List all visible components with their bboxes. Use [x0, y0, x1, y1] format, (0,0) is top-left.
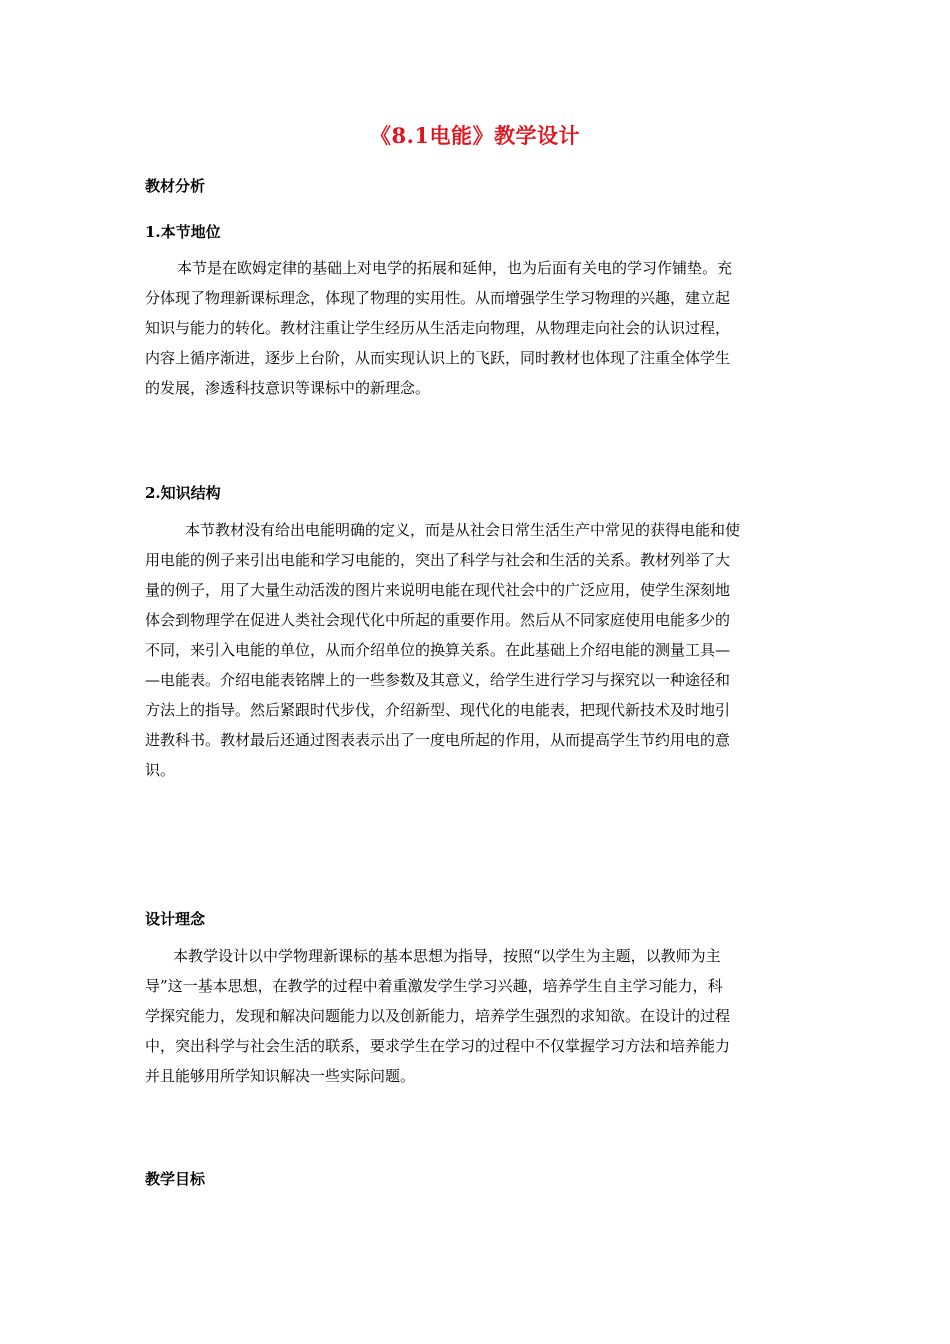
paragraph-line: 并且能够用所学知识解决一些实际问题。 — [145, 1067, 416, 1085]
paragraph-section-position — [145, 253, 806, 403]
paragraph-line: 中，突出科学与社会生活的联系，要求学生在学习的过程中不仅掌握学习方法和培养能力 — [145, 1037, 731, 1055]
paragraph-line: 的发展，渗透科技意识等课标中的新理念。 — [145, 379, 431, 397]
section-heading-knowledge-structure: 2.知识结构 — [145, 484, 221, 502]
paragraph-knowledge-structure — [145, 515, 806, 785]
paragraph-line: 分体现了物理新课标理念，体现了物理的实用性。从而增强学生学习物理的兴趣，建立起 — [145, 289, 731, 307]
paragraph-design-concept — [145, 941, 806, 1091]
paragraph-line: 本节是在欧姆定律的基础上对电学的拓展和延伸，也为后面有关电的学习作铺垫。充 — [177, 259, 733, 277]
paragraph-line: 导”这一基本思想，在教学的过程中着重激发学生学习兴趣，培养学生自主学习能力，科 — [145, 977, 723, 995]
section-heading-section-position: 1.本节地位 — [145, 223, 221, 241]
section-heading-teaching-objectives: 教学目标 — [145, 1170, 206, 1188]
section-heading-design-concept: 设计理念 — [145, 910, 206, 928]
document-title: 《8.1电能》教学设计 — [369, 123, 581, 148]
paragraph-line: 学探究能力，发现和解决问题能力以及创新能力，培养学生强烈的求知欲。在设计的过程 — [145, 1007, 731, 1025]
paragraph-line: 用电能的例子来引出电能和学习电能的，突出了科学与社会和生活的关系。教材列举了大 — [145, 551, 731, 569]
paragraph-line: 识。 — [145, 761, 176, 779]
paragraph-line: 内容上循序渐进，逐步上台阶，从而实现认识上的飞跃，同时教材也体现了注重全体学生 — [145, 349, 731, 367]
paragraph-line: 体会到物理学在促进人类社会现代化中所起的重要作用。然后从不同家庭使用电能多少的 — [145, 611, 731, 629]
section-heading-textbook-analysis: 教材分析 — [145, 177, 206, 195]
paragraph-line: 知识与能力的转化。教材注重让学生经历从生活走向物理，从物理走向社会的认识过程， — [145, 319, 731, 337]
paragraph-line: 方法上的指导。然后紧跟时代步伐，介绍新型、现代化的电能表，把现代新技术及时地引 — [145, 701, 731, 719]
paragraph-line: 本教学设计以中学物理新课标的基本思想为指导，按照“以学生为主题，以教师为主 — [173, 947, 721, 965]
paragraph-line: 不同，来引入电能的单位，从而介绍单位的换算关系。在此基础上介绍电能的测量工具— — [145, 641, 731, 659]
paragraph-line: —电能表。介绍电能表铭牌上的一些参数及其意义，给学生进行学习与探究以一种途径和 — [145, 671, 731, 689]
paragraph-line: 本节教材没有给出电能明确的定义，而是从社会日常生活生产中常见的获得电能和使 — [185, 521, 741, 539]
paragraph-line: 进教科书。教材最后还通过图表表示出了一度电所起的作用，从而提高学生节约用电的意 — [145, 731, 731, 749]
paragraph-line: 量的例子，用了大量生动活泼的图片来说明电能在现代社会中的广泛应用，使学生深刻地 — [145, 581, 731, 599]
